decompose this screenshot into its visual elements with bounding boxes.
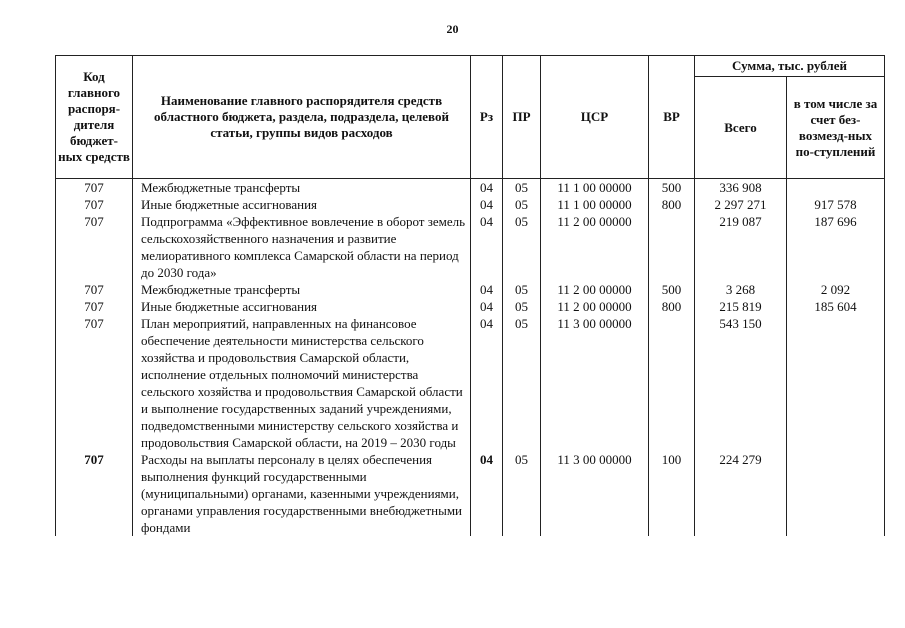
cell-incl (787, 315, 885, 451)
cell-pr: 05 (503, 179, 541, 197)
cell-pr: 05 (503, 213, 541, 281)
cell-rz: 04 (471, 196, 503, 213)
header-incl: в том числе за счет без-возмезд-ных по-ступлений (787, 77, 885, 179)
cell-pr: 05 (503, 298, 541, 315)
cell-rz: 04 (471, 298, 503, 315)
cell-vr: 800 (649, 196, 695, 213)
cell-name: Иные бюджетные ассигнования (133, 196, 471, 213)
cell-incl: 2 092 (787, 281, 885, 298)
cell-incl (787, 179, 885, 197)
cell-csr: 11 3 00 00000 (541, 315, 649, 451)
cell-total: 2 297 271 (695, 196, 787, 213)
table-body (56, 179, 885, 537)
cell-vr: 500 (649, 281, 695, 298)
cell-pr: 05 (503, 315, 541, 451)
cell-name: Межбюджетные трансферты (133, 179, 471, 197)
cell-csr: 11 2 00 00000 (541, 213, 649, 281)
table-row (56, 179, 885, 197)
cell-rz: 04 (471, 281, 503, 298)
cell-total: 543 150 (695, 315, 787, 451)
cell-name: Расходы на выплаты персоналу в целях обеспечения выполнения функций государственными (муниципальными) органами, казенными учреждениями, органами управления государственными внебюджетными фондами (133, 451, 471, 536)
cell-csr: 11 2 00 00000 (541, 298, 649, 315)
header-sum-group: Сумма, тыс. рублей (695, 56, 885, 77)
header-rz: Рз (471, 56, 503, 179)
cell-csr: 11 2 00 00000 (541, 281, 649, 298)
cell-rz: 04 (471, 315, 503, 451)
cell-total: 3 268 (695, 281, 787, 298)
cell-kod: 707 (56, 281, 133, 298)
cell-csr: 11 3 00 00000 (541, 451, 649, 536)
header-total: Всего (695, 77, 787, 179)
cell-name: Подпрограмма «Эффективное вовлечение в оборот земель сельскохозяйственного назначения и развитие мелиоративного комплекса Самарской области на период до 2030 года» (133, 213, 471, 281)
cell-vr: 500 (649, 179, 695, 197)
table-header (56, 56, 885, 179)
cell-incl (787, 451, 885, 536)
cell-total: 224 279 (695, 451, 787, 536)
header-pr: ПР (503, 56, 541, 179)
page-number: 20 (446, 22, 459, 36)
cell-kod: 707 (56, 196, 133, 213)
cell-csr: 11 1 00 00000 (541, 179, 649, 197)
table-row (56, 213, 885, 281)
cell-kod: 707 (56, 213, 133, 281)
cell-total: 215 819 (695, 298, 787, 315)
table-row (56, 451, 885, 536)
cell-vr (649, 213, 695, 281)
cell-incl: 185 604 (787, 298, 885, 315)
cell-vr: 100 (649, 451, 695, 536)
budget-table (55, 55, 885, 536)
header-csr: ЦСР (541, 56, 649, 179)
cell-vr (649, 315, 695, 451)
cell-pr: 05 (503, 196, 541, 213)
cell-pr: 05 (503, 281, 541, 298)
cell-csr: 11 1 00 00000 (541, 196, 649, 213)
cell-rz: 04 (471, 179, 503, 197)
cell-pr: 05 (503, 451, 541, 536)
table-row (56, 196, 885, 213)
cell-kod: 707 (56, 179, 133, 197)
cell-name: Иные бюджетные ассигнования (133, 298, 471, 315)
cell-rz: 04 (471, 213, 503, 281)
cell-total: 336 908 (695, 179, 787, 197)
cell-total: 219 087 (695, 213, 787, 281)
header-name: Наименование главного распорядителя средств областного бюджета, раздела, подраздела, целевой статьи, группы видов расходов (133, 56, 471, 179)
cell-vr: 800 (649, 298, 695, 315)
cell-name: План мероприятий, направленных на финансовое обеспечение деятельности министерства сельского хозяйства и продовольствия Самарской области, исполнение отдельных полномочий министерства сельского хозяйства и продовольствия Самарской области и выполнение государственных заданий учреждениями, подведомственными министерству сельского хозяйства и продовольствия Самарской области, на 2019 – 2030 годы (133, 315, 471, 451)
table-row (56, 315, 885, 451)
header-kod: Код главного распоря-дителя бюджет-ных средств (56, 56, 133, 179)
cell-kod: 707 (56, 451, 133, 536)
cell-kod: 707 (56, 298, 133, 315)
cell-name: Межбюджетные трансферты (133, 281, 471, 298)
cell-incl: 187 696 (787, 213, 885, 281)
cell-rz: 04 (471, 451, 503, 536)
cell-incl: 917 578 (787, 196, 885, 213)
table-row (56, 281, 885, 298)
cell-kod: 707 (56, 315, 133, 451)
table-row (56, 298, 885, 315)
header-vr: ВР (649, 56, 695, 179)
